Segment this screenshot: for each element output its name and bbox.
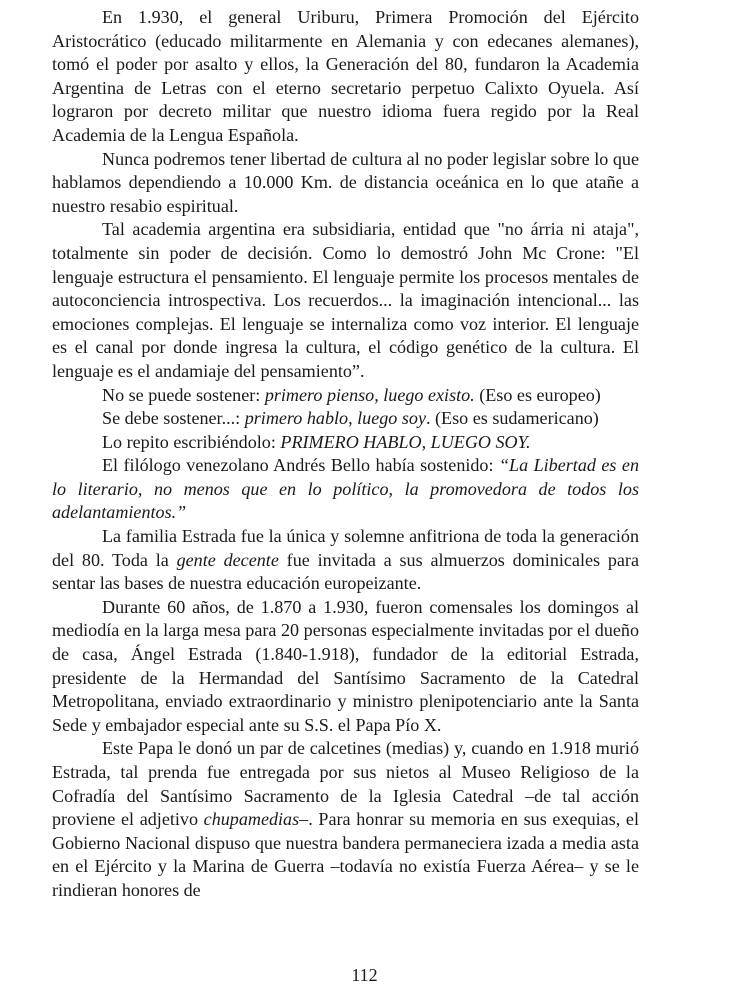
paragraph: Nunca podremos tener libertad de cultura al no poder legislar sobre lo que hablamos dependiendo a 10.000 Km. de distancia oceánica en lo que atañe a nuestro resabio espiritual. [52,148,639,216]
italic-text: primero hablo, luego soy [244,408,426,429]
text-run: El filólogo venezolano Andrés Bello había sostenido: [102,455,499,476]
text-run: Este Papa le donó un par de calcetines (medias) y, cuando en 1.918 murió Estrada, tal prenda fue entregada por sus nietos al Museo Religioso de la Cofradía del Santísimo Sacramento de la Iglesia Catedral –de tal acción proviene el adjetivo [52,738,639,830]
text-run: Lo repito escribiéndolo: [102,431,281,452]
document-body [52,6,639,903]
text-run: La familia Estrada fue la única y solemne anfitriona de toda la generación del 80. Toda la [52,526,639,570]
paragraph [52,384,639,408]
paragraph [52,454,639,525]
text-run: No se puede sostener: [102,384,265,405]
paragraph: Tal academia argentina era subsidiaria, entidad que "no árria ni ataja", totalmente sin poder de decisión. Como lo demostró John Mc Crone: "El lenguaje estructura el pensamiento. El lenguaje permite los procesos mentales de autoconciencia introspectiva. Los recuerdos... la imaginación intencional... las emociones complejas. El lenguaje se internaliza como voz interior. El lenguaje es el canal por donde ingresa la cultura, el código genético de la cultura. El lenguaje es el andamiaje del pensamiento”. [52,219,639,381]
italic-text: “La Libertad es en lo literario, no menos que en lo político, la promovedora de todos los adelantamientos.” [52,455,639,523]
text-run: –. Para honrar su memoria en sus exequias, el Gobierno Nacional dispuso que nuestra bandera permaneciera izada a media asta en el Ejército y la Marina de Guerra –todavía no existía Fuerza Aérea– y se le rindieran honores de [52,809,639,900]
text-run: Se debe sostener...: [102,408,245,429]
italic-text: primero pienso, luego existo. [264,384,475,405]
paragraph: En 1.930, el general Uriburu, Primera Promoción del Ejército Aristocrático (educado militarmente en Alemania y con edecanes alemanes), tomó el poder por asalto y ellos, la Generación del 80, fundaron la Academia Argentina de Letras con el eterno secretario perpetuo Calixto Oyuela. Así lograron por decreto militar que nuestro idioma fuera regido por la Real Academia de la Lengua Española. [52,7,639,145]
italic-text: chupamedias [203,809,300,830]
paragraph [52,431,639,455]
paragraph [52,525,639,596]
paragraph [52,737,639,902]
paragraph: Durante 60 años, de 1.870 a 1.930, fueron comensales los domingos al mediodía en la larga mesa para 20 personas especialmente invitadas por el dueño de casa, Ángel Estrada (1.840-1.918), fundador de la editorial Estrada, presidente de la Hermandad del Santísimo Sacramento de la Catedral Metropolitana, enviado extraordinario y ministro plenipotenciario ante la Santa Sede y embajador especial ante su S.S. el Papa Pío X. [52,596,639,735]
page-number: 112 [351,965,378,985]
text-run: fue invitada a sus almuerzos dominicales para sentar las bases de nuestra educación europeizante. [52,549,639,594]
text-run: (Eso es europeo) [474,384,601,405]
text-run: . (Eso es sudamericano) [425,408,599,429]
italic-text: gente decente [176,549,279,570]
paragraph [52,407,639,431]
italic-text: PRIMERO HABLO, LUEGO SOY. [280,431,531,452]
